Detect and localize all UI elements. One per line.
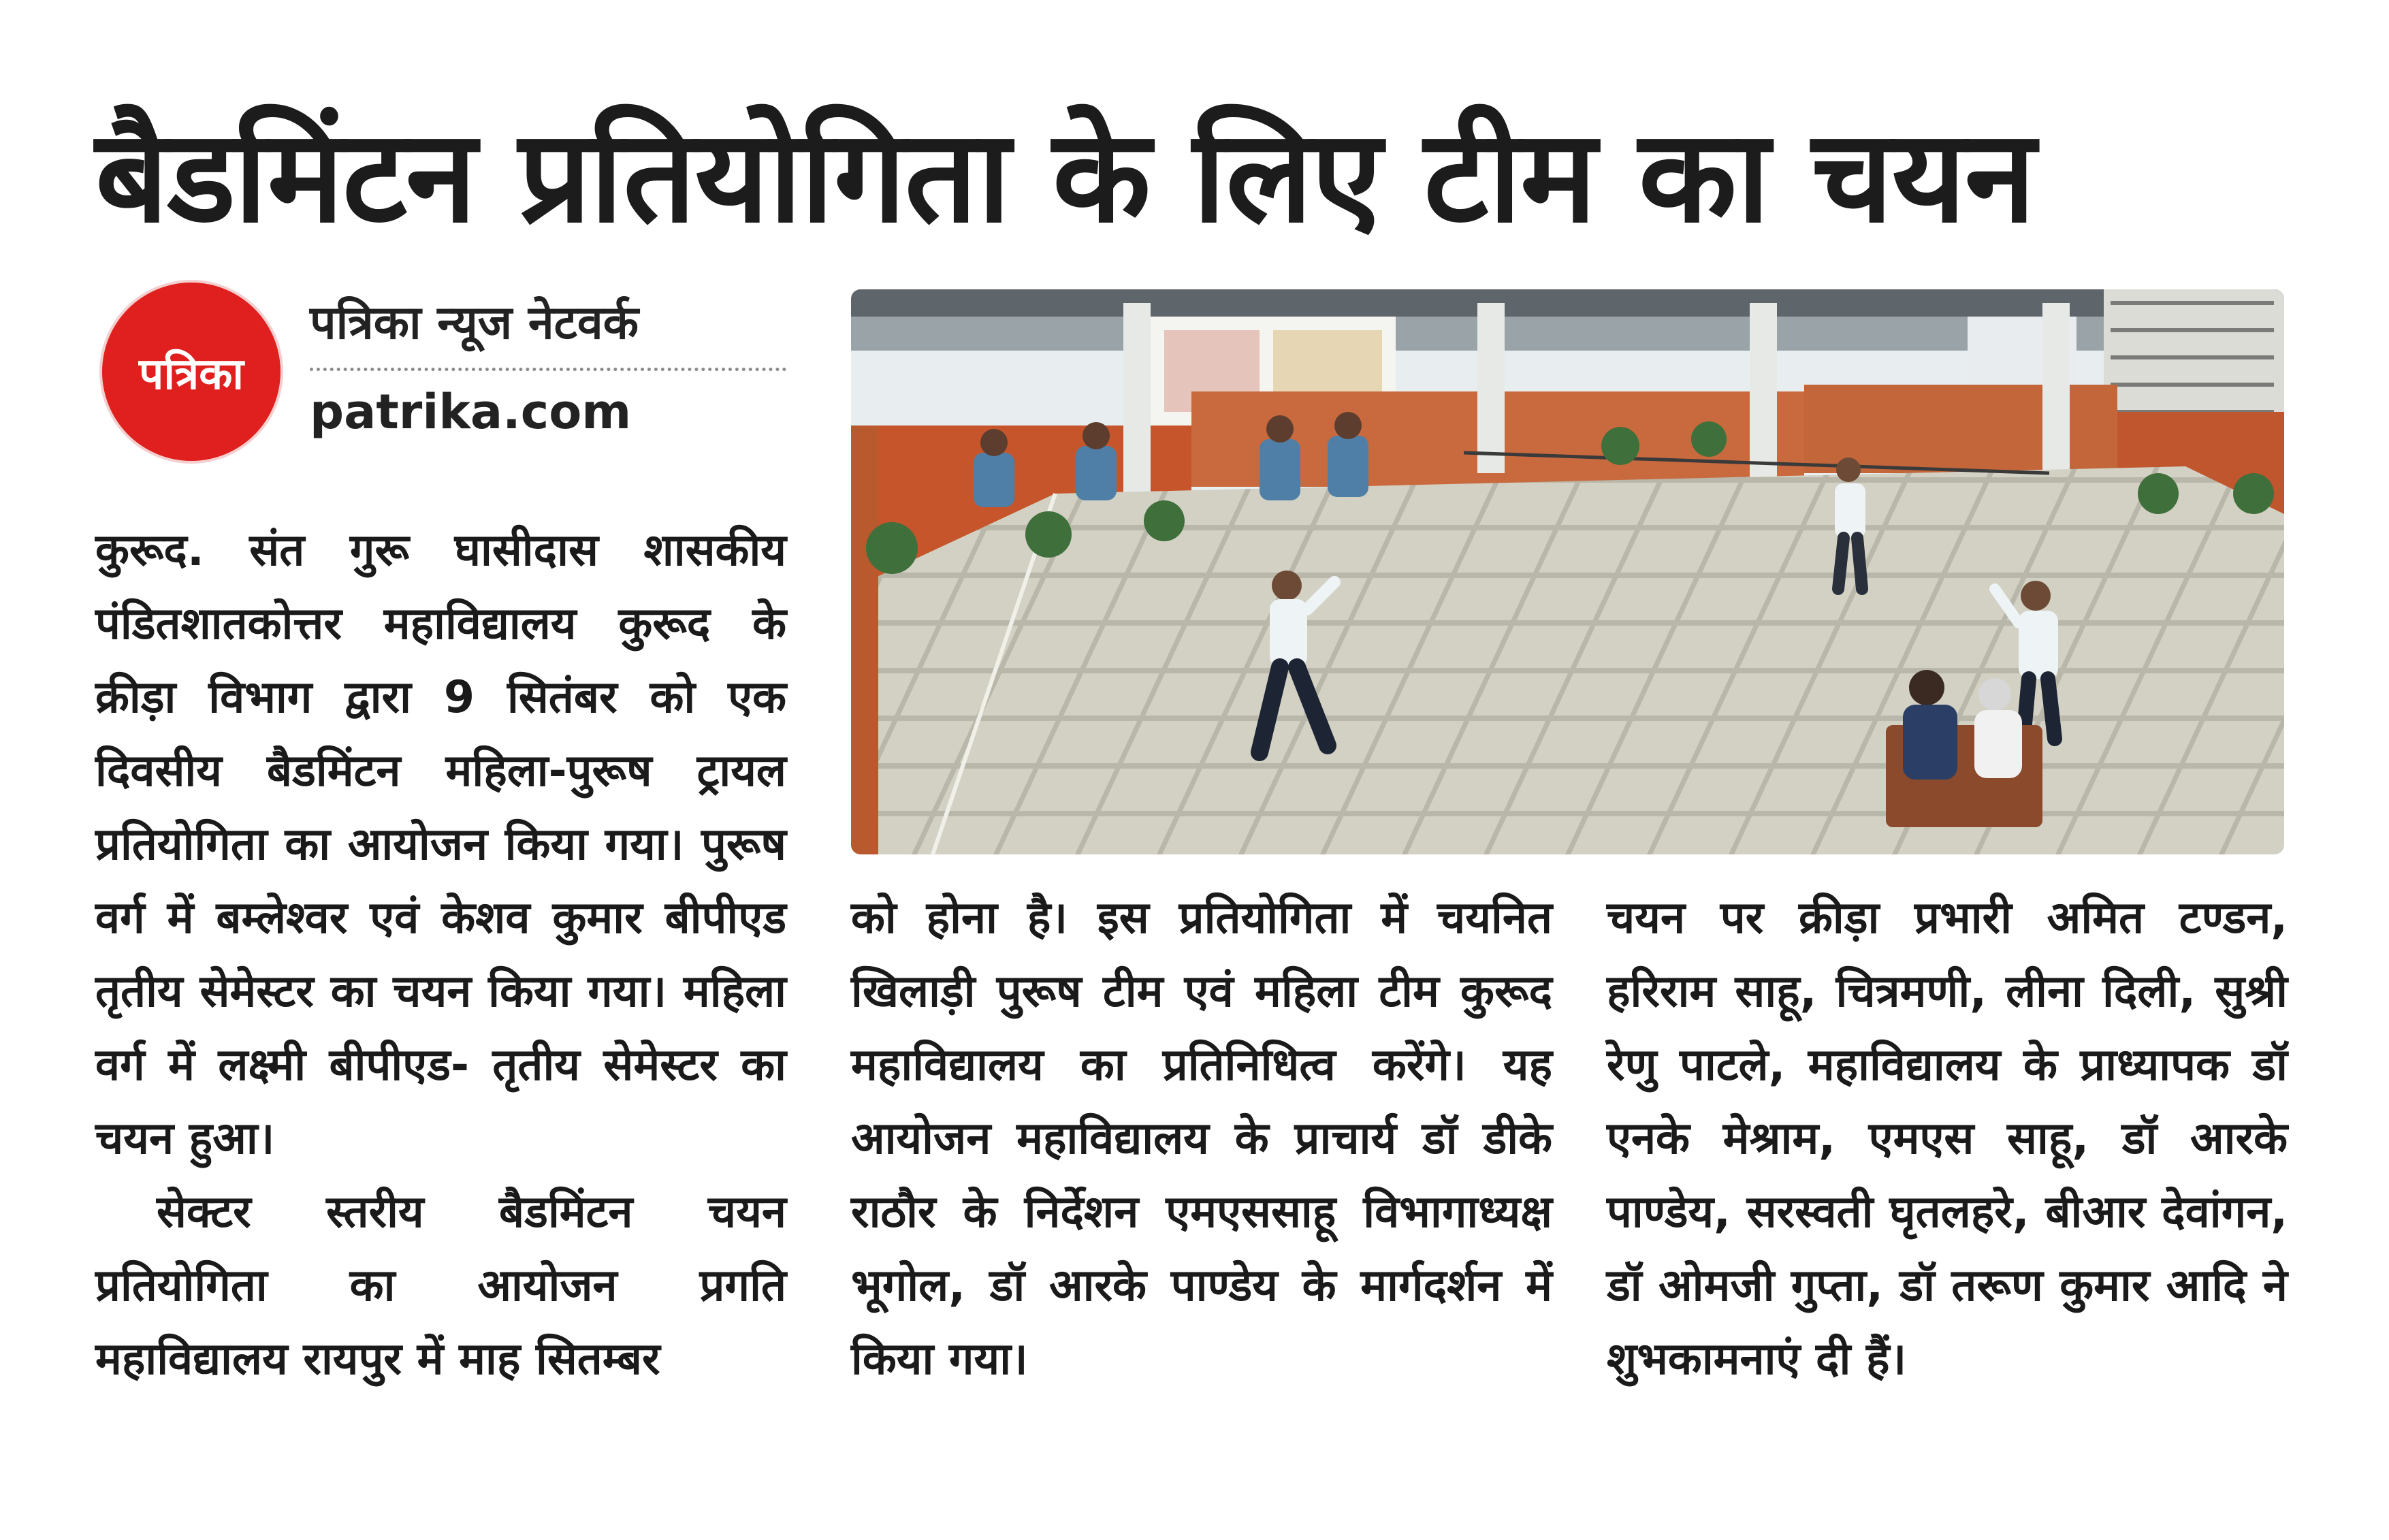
- website: patrika.com: [310, 384, 632, 440]
- patrika-logo: [102, 283, 280, 461]
- article-column-3: [1607, 882, 2288, 1467]
- article-column-1: [95, 514, 786, 1467]
- badminton-court-photo: [851, 289, 2284, 854]
- paragraph: सेक्टर स्तरीय बैडमिंटन चयन प्रतियोगिता का आयोजन प्रगति महाविद्यालय रायपुर में माह सितम्बर: [95, 1187, 786, 1385]
- byline-divider: [310, 368, 786, 371]
- headline: बैडमिंटन प्रतियोगिता के लिए टीम का चयन: [95, 102, 2034, 251]
- paragraph: कुरूद. संत गुरू घासीदास शासकीय पंडितशातकोत्तर महाविद्यालय कुरूद के क्रीड़ा विभाग द्वारा 9 सितंबर को एक दिवसीय बैडमिंटन महिला-पुरूष ट्रायल प्रतियोगिता का आयोजन किया गया। पुरूष वर्ग में बम्लेश्वर एवं केशव कुमार बीपीएड तृतीय सेमेस्टर का चयन किया गया। महिला वर्ग में लक्ष्मी बीपीएड- तृतीय सेमेस्टर का चयन हुआ।: [95, 525, 786, 1164]
- logo-text: पत्रिका: [139, 349, 244, 400]
- article-column-2: [851, 882, 1552, 1467]
- byline: पत्रिका न्यूज नेटवर्क: [310, 296, 639, 350]
- paragraph: चयन पर क्रीड़ा प्रभारी अमित टण्डन, हरिराम साहू, चित्रमणी, लीना दिली, सुश्री रेणु पाटले, महाविद्यालय के प्राध्यापक डॉ एनके मेश्राम, एमएस साहू, डॉ आरके पाण्डेय, सरस्वती घृतलहरे, बीआर देवांगन, डॉ ओमजी गुप्ता, डॉ तरूण कुमार आदि ने शुभकामनाएं दी हैं।: [1607, 893, 2288, 1385]
- paragraph: को होना है। इस प्रतियोगिता में चयनित खिलाड़ी पुरूष टीम एवं महिला टीम कुरूद महाविद्यालय का प्रतिनिधित्व करेंगे। यह आयोजन महाविद्यालय के प्राचार्य डॉ डीके राठौर के निर्देशन एमएससाहू विभागाध्यक्ष भूगोल, डॉ आरके पाण्डेय के मार्गदर्शन में किया गया।: [851, 893, 1552, 1385]
